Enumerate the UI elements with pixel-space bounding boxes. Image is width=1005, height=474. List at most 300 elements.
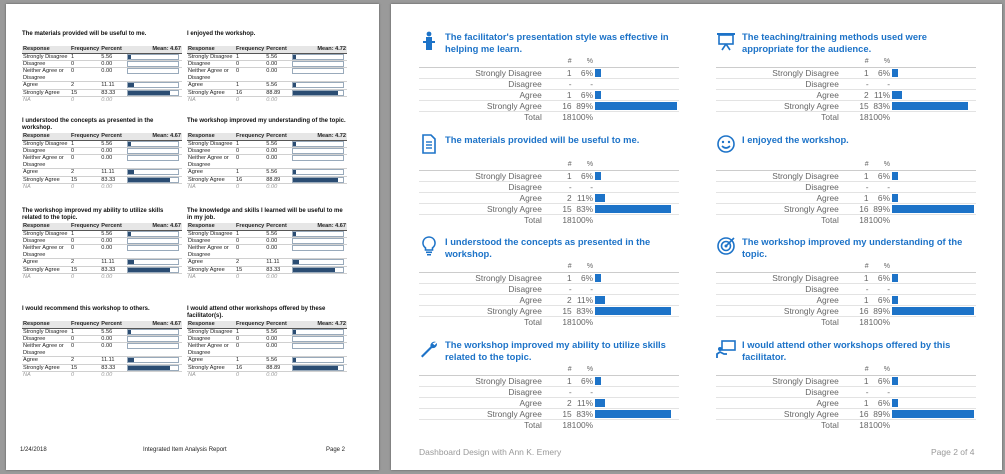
bar-fill <box>293 83 296 87</box>
col-percent: Percent <box>100 321 126 328</box>
response-label: Disagree <box>419 182 546 193</box>
bar-cell <box>291 68 347 82</box>
bar-track <box>127 259 179 265</box>
bar-track <box>127 245 179 251</box>
frequency-value: 0 <box>70 245 100 259</box>
col-count: # <box>843 160 869 171</box>
question-heading <box>419 339 679 365</box>
response-label: Strongly Agree <box>187 364 235 371</box>
response-label: Strongly Agree <box>22 266 70 273</box>
frequency-value: 0 <box>70 60 100 67</box>
response-label: Strongly Disagree <box>419 273 546 284</box>
response-label: Strongly Disagree <box>187 140 235 147</box>
bar-track <box>292 231 344 237</box>
count-value: - <box>546 387 572 398</box>
frequency-value: 0 <box>235 237 265 244</box>
percent-value: 11.11 <box>100 169 126 176</box>
percent-value: 5.56 <box>265 357 291 364</box>
right-footer-page: Page 2 of 4 <box>931 447 975 457</box>
table-row <box>187 53 347 60</box>
percent-value: 5.56 <box>265 140 291 147</box>
table-row <box>187 343 347 357</box>
mean-value: Mean: 4.72 <box>291 321 347 328</box>
question-title: I understood the concepts as presented in the workshop. <box>445 236 651 259</box>
bar-cell <box>126 68 182 82</box>
bar-track <box>127 155 179 161</box>
table-row <box>22 140 182 147</box>
frequency-value: 16 <box>235 364 265 371</box>
bar-fill <box>595 69 601 77</box>
bar-fill <box>128 142 131 146</box>
response-label: NA <box>23 273 31 280</box>
bar-track <box>292 90 344 96</box>
percent-value: 6% <box>869 295 892 306</box>
response-label: Agree <box>419 193 546 204</box>
bar-track <box>292 336 344 342</box>
frequency-value: 15 <box>70 364 100 371</box>
percent-value: 83.33 <box>100 266 126 273</box>
count-value: 1 <box>546 376 572 387</box>
frequency-value: 0 <box>235 245 265 259</box>
frequency-value: 1 <box>235 140 265 147</box>
response-label: Neither Agree or Disagree <box>187 343 235 357</box>
left-question-title: The workshop improved my ability to utilize skills related to the topic. <box>22 208 164 221</box>
percent-value: 0.00 <box>100 343 126 357</box>
total-row <box>419 215 679 226</box>
frequency-value: 1 <box>235 230 265 237</box>
col-percent: % <box>572 160 595 171</box>
response-label: Agree <box>716 398 843 409</box>
percent-value: - <box>869 387 892 398</box>
percent-value: 0.00 <box>100 335 126 342</box>
col-count: # <box>546 365 572 376</box>
response-label: Agree <box>419 398 546 409</box>
frequency-value: 0 <box>70 147 100 154</box>
response-label: Neither Agree or Disagree <box>187 155 235 169</box>
bar-fill <box>892 410 974 418</box>
question-heading <box>419 236 679 262</box>
left-question-title: I would attend other workshops offered by these facilitator(s). <box>187 306 326 319</box>
col-frequency: Frequency <box>236 223 265 230</box>
count-value: - <box>546 182 572 193</box>
percent-value: 0.00 <box>101 183 113 190</box>
response-label: Strongly Disagree <box>716 171 843 182</box>
percent-value: 0.00 <box>101 273 113 280</box>
percent-value: 6% <box>572 68 595 79</box>
count-value: 16 <box>546 101 572 112</box>
frequency-value: 0 <box>70 335 100 342</box>
dashboard-question-section <box>419 31 679 122</box>
lightbulb-icon <box>419 236 439 256</box>
frequency-value: 0 <box>71 183 75 190</box>
total-label: Total <box>821 215 839 225</box>
response-label: Strongly Agree <box>187 266 235 273</box>
response-label: Agree <box>22 259 70 266</box>
frequency-value: 0 <box>236 371 240 378</box>
dashboard-table <box>716 365 976 430</box>
percent-value: 0.00 <box>265 68 291 82</box>
target-icon <box>716 236 736 256</box>
frequency-value: 2 <box>235 259 265 266</box>
total-count: 18 <box>562 112 572 122</box>
col-percent: % <box>869 365 892 376</box>
count-value: 2 <box>546 398 572 409</box>
frequency-value: 1 <box>70 328 100 335</box>
response-label: Strongly Disagree <box>22 140 70 147</box>
table-row <box>419 193 679 204</box>
bar-cell <box>126 169 182 176</box>
bar-fill <box>128 232 131 236</box>
left-question-title: The knowledge and skills I learned will be useful to me in my job. <box>187 208 343 221</box>
col-response: Response <box>22 133 70 140</box>
percent-value: 89% <box>869 306 892 317</box>
count-value: 1 <box>843 193 869 204</box>
dashboard-table <box>716 160 976 225</box>
bar-fill <box>892 377 898 385</box>
bar-fill <box>595 410 671 418</box>
count-value: - <box>843 387 869 398</box>
percent-value: 6% <box>869 193 892 204</box>
percent-value: 6% <box>869 376 892 387</box>
col-percent: % <box>869 262 892 273</box>
table-row <box>187 364 347 371</box>
response-label: Disagree <box>716 284 843 295</box>
presentation-board-icon <box>716 31 736 51</box>
table-row <box>716 376 976 387</box>
response-label: NA <box>188 96 196 103</box>
response-label: NA <box>23 371 31 378</box>
response-label: Agree <box>419 90 546 101</box>
question-title: The workshop improved my ability to utilize skills related to the topic. <box>445 339 666 362</box>
percent-value: 0.00 <box>266 96 278 103</box>
percent-value: 0.00 <box>100 245 126 259</box>
percent-value: 0.00 <box>265 335 291 342</box>
table-row <box>187 230 347 237</box>
percent-value: 5.56 <box>100 53 126 60</box>
bar-fill <box>128 260 134 264</box>
percent-value: 88.89 <box>265 89 291 96</box>
table-row-na <box>22 183 182 190</box>
bar-fill <box>293 91 337 95</box>
table-row <box>22 176 182 183</box>
count-value: 16 <box>843 409 869 420</box>
left-question-section <box>187 208 347 280</box>
table-row <box>419 398 679 409</box>
frequency-value: 0 <box>71 273 75 280</box>
table-row <box>716 284 976 295</box>
response-label: Strongly Agree <box>22 364 70 371</box>
question-title: The workshop improved my understanding of the topic. <box>742 236 963 259</box>
dashboard-table <box>716 57 976 122</box>
bar-fill <box>128 366 170 370</box>
response-label: Neither Agree or Disagree <box>187 245 235 259</box>
total-percent: 100% <box>571 215 594 225</box>
table-row <box>187 82 347 89</box>
count-value: 1 <box>843 171 869 182</box>
count-value: 1 <box>546 273 572 284</box>
question-heading <box>716 236 976 262</box>
table-row <box>187 335 347 342</box>
percent-value: 0.00 <box>265 245 291 259</box>
table-row <box>187 259 347 266</box>
bar-fill <box>892 307 974 315</box>
right-dashboard-page <box>391 4 1002 470</box>
total-percent: 100% <box>868 215 891 225</box>
count-value: - <box>546 79 572 90</box>
percent-value: 11.11 <box>265 259 291 266</box>
bar-cell <box>291 237 347 244</box>
percent-value: - <box>572 284 595 295</box>
bar-cell <box>126 237 182 244</box>
bar-fill <box>293 330 296 334</box>
bar-cell <box>126 230 182 237</box>
percent-value: 5.56 <box>265 82 291 89</box>
col-percent: Percent <box>265 133 291 140</box>
bar-track <box>292 259 344 265</box>
percent-value: 89% <box>572 101 595 112</box>
total-count: 18 <box>562 215 572 225</box>
bar-cell <box>291 343 347 357</box>
frequency-value: 0 <box>235 60 265 67</box>
dashboard-question-section <box>716 31 976 122</box>
table-row <box>419 171 679 182</box>
count-value: 1 <box>843 295 869 306</box>
percent-value: 0.00 <box>101 371 113 378</box>
bar-track <box>292 61 344 67</box>
response-label: Strongly Disagree <box>187 53 235 60</box>
response-label: Disagree <box>419 79 546 90</box>
response-label: Agree <box>187 169 235 176</box>
bar-track <box>292 357 344 363</box>
percent-value: 0.00 <box>100 60 126 67</box>
response-label: Agree <box>187 357 235 364</box>
col-percent: Percent <box>265 321 291 328</box>
mean-value: Mean: 4.67 <box>126 133 182 140</box>
table-row-na <box>22 96 182 103</box>
table-row <box>22 53 182 60</box>
response-label: Disagree <box>187 237 235 244</box>
bar-fill <box>595 274 601 282</box>
response-label: NA <box>188 183 196 190</box>
bar-track <box>292 238 344 244</box>
count-value: 1 <box>843 68 869 79</box>
table-row <box>187 357 347 364</box>
right-footer-credit: Dashboard Design with Ann K. Emery <box>419 447 562 457</box>
total-percent: 100% <box>868 112 891 122</box>
question-title: I enjoyed the workshop. <box>742 134 849 145</box>
dashboard-question-section <box>419 134 679 225</box>
bar-fill <box>892 399 898 407</box>
count-value: 2 <box>546 295 572 306</box>
table-row <box>419 68 679 79</box>
col-count: # <box>843 365 869 376</box>
bar-fill <box>293 142 296 146</box>
count-value: 1 <box>843 273 869 284</box>
total-percent: 100% <box>571 420 594 430</box>
response-label: NA <box>188 273 196 280</box>
total-label: Total <box>524 112 542 122</box>
dashboard-question-section <box>419 339 679 430</box>
frequency-value: 1 <box>235 357 265 364</box>
percent-value: 83% <box>572 306 595 317</box>
table-row <box>187 237 347 244</box>
percent-value: 5.56 <box>100 230 126 237</box>
response-label: Strongly Disagree <box>716 68 843 79</box>
table-row <box>187 245 347 259</box>
table-row <box>716 171 976 182</box>
bar-fill <box>892 296 898 304</box>
total-percent: 100% <box>571 317 594 327</box>
count-value: 2 <box>843 90 869 101</box>
left-question-title: I understood the concepts as presented in the workshop. <box>22 118 154 131</box>
col-frequency: Frequency <box>236 133 265 140</box>
col-response: Response <box>22 46 70 53</box>
left-question-title: The materials provided will be useful to me. <box>22 31 147 37</box>
bar-fill <box>595 205 671 213</box>
percent-value: 83.33 <box>100 89 126 96</box>
bar-fill <box>892 274 898 282</box>
total-count: 18 <box>562 317 572 327</box>
response-label: Strongly Agree <box>716 409 843 420</box>
bar-cell <box>126 53 182 60</box>
response-label: Disagree <box>716 182 843 193</box>
response-label: Neither Agree or Disagree <box>187 68 235 82</box>
response-label: Strongly Disagree <box>22 328 70 335</box>
percent-value: - <box>572 79 595 90</box>
bar-cell <box>126 328 182 335</box>
question-title: The teaching/training methods used were appropriate for the audience. <box>742 31 927 54</box>
left-frequency-table <box>22 133 182 190</box>
response-label: NA <box>188 371 196 378</box>
percent-value: 5.56 <box>265 169 291 176</box>
percent-value: 0.00 <box>265 147 291 154</box>
question-heading <box>716 339 976 365</box>
bar-cell <box>126 89 182 96</box>
count-value: 1 <box>843 398 869 409</box>
left-frequency-table <box>187 321 347 378</box>
bar-cell <box>291 364 347 371</box>
response-label: Strongly Agree <box>419 204 546 215</box>
table-row <box>187 60 347 67</box>
question-title: The materials provided will be useful to me. <box>445 134 640 145</box>
count-value: 15 <box>546 204 572 215</box>
table-row <box>419 295 679 306</box>
percent-value: 6% <box>572 376 595 387</box>
bar-cell <box>126 147 182 154</box>
table-row <box>22 364 182 371</box>
left-question-title: The workshop improved my understanding of the topic. <box>187 118 346 124</box>
table-row <box>419 101 679 112</box>
frequency-value: 2 <box>70 357 100 364</box>
frequency-value: 16 <box>235 176 265 183</box>
response-label: Strongly Disagree <box>22 53 70 60</box>
table-row <box>22 328 182 335</box>
frequency-value: 15 <box>70 176 100 183</box>
bar-cell <box>291 147 347 154</box>
table-row <box>187 155 347 169</box>
table-row <box>419 284 679 295</box>
percent-value: 6% <box>869 171 892 182</box>
left-question-section <box>22 306 182 378</box>
bar-cell <box>291 140 347 147</box>
percent-value: 0.00 <box>100 237 126 244</box>
frequency-value: 0 <box>235 68 265 82</box>
wrench-icon <box>419 339 439 359</box>
table-row <box>716 79 976 90</box>
frequency-value: 0 <box>236 96 240 103</box>
response-label: Strongly Agree <box>716 101 843 112</box>
total-row <box>419 420 679 431</box>
left-frequency-table <box>187 223 347 280</box>
col-count: # <box>546 57 572 68</box>
percent-value: 0.00 <box>265 60 291 67</box>
total-row <box>716 215 976 226</box>
question-heading <box>716 134 976 160</box>
left-question-section <box>22 208 182 280</box>
response-label: Agree <box>22 169 70 176</box>
bar-track <box>127 238 179 244</box>
col-frequency: Frequency <box>71 321 100 328</box>
col-count: # <box>546 160 572 171</box>
response-label: Disagree <box>22 335 70 342</box>
response-label: Neither Agree or Disagree <box>22 343 70 357</box>
response-label: Disagree <box>716 387 843 398</box>
percent-value: - <box>572 182 595 193</box>
col-response: Response <box>187 321 235 328</box>
percent-value: 5.56 <box>265 230 291 237</box>
table-row <box>419 79 679 90</box>
total-count: 18 <box>859 112 869 122</box>
total-percent: 100% <box>868 317 891 327</box>
percent-value: 83% <box>572 204 595 215</box>
percent-value: 6% <box>572 171 595 182</box>
bar-track <box>292 365 344 371</box>
count-value: 2 <box>546 193 572 204</box>
bar-fill <box>892 172 898 180</box>
percent-value: 0.00 <box>100 155 126 169</box>
percent-value: 0.00 <box>266 273 278 280</box>
response-label: Neither Agree or Disagree <box>22 155 70 169</box>
bar-cell <box>291 328 347 335</box>
total-label: Total <box>524 215 542 225</box>
left-frequency-table <box>22 223 182 280</box>
percent-value: 0.00 <box>100 147 126 154</box>
percent-value: 83.33 <box>100 176 126 183</box>
bar-fill <box>128 55 131 59</box>
percent-value: 11.11 <box>100 357 126 364</box>
col-frequency: Frequency <box>71 133 100 140</box>
mean-value: Mean: 4.72 <box>291 46 347 53</box>
col-percent: Percent <box>100 223 126 230</box>
dashboard-table <box>419 262 679 327</box>
percent-value: 88.89 <box>265 176 291 183</box>
table-row-na <box>187 96 347 103</box>
table-row <box>419 182 679 193</box>
bar-cell <box>291 357 347 364</box>
col-frequency: Frequency <box>236 321 265 328</box>
left-frequency-table <box>187 46 347 103</box>
frequency-value: 0 <box>236 273 240 280</box>
bar-track <box>127 141 179 147</box>
bar-cell <box>291 60 347 67</box>
left-question-section <box>22 118 182 190</box>
total-row <box>716 317 976 328</box>
table-row <box>22 169 182 176</box>
count-value: - <box>843 79 869 90</box>
table-row <box>187 169 347 176</box>
response-label: NA <box>23 96 31 103</box>
bar-track <box>127 357 179 363</box>
